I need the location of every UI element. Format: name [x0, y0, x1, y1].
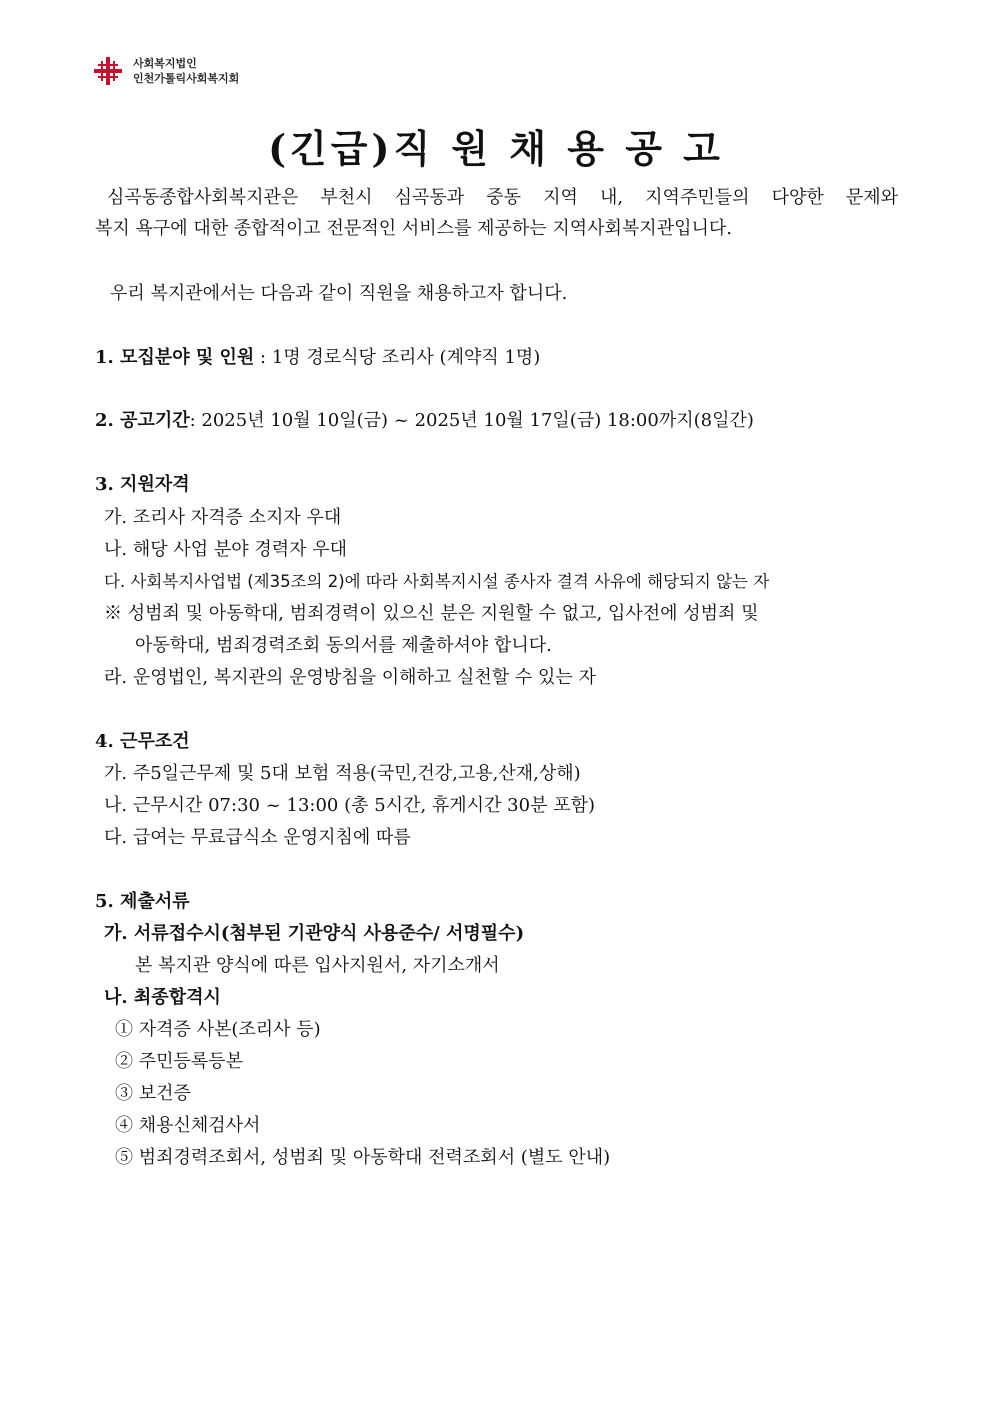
intro-line-1: 심곡동종합사회복지관은 부천시 심곡동과 중동 지역 내, 지역주민들의 다양한 문제와: [107, 187, 898, 208]
intro-line-2: 복지 욕구에 대한 종합적이고 전문적인 서비스를 제공하는 지역사회복지관입니다.: [95, 218, 732, 239]
documents-sub-b: 나. 최종합격시: [104, 987, 221, 1008]
cross-logo-icon: [93, 56, 123, 86]
org-name-line2: 인천가톨릭사회복지회: [133, 72, 240, 85]
section-recruit-text: : 1명 경로식당 조리사 (계약직 1명): [254, 347, 541, 368]
documents-sub-a: 가. 서류접수시(첨부된 기관양식 사용준수/ 서명필수): [104, 923, 525, 944]
document-item: ① 자격증 사본(조리사 등): [115, 1019, 321, 1040]
section-period-label: 2. 공고기간: [95, 410, 190, 431]
qualification-item: 라. 운영법인, 복지관의 운영방침을 이해하고 실천할 수 있는 자: [104, 667, 596, 688]
document-item: ⑤ 범죄경력조회서, 성범죄 및 아동학대 전력조회서 (별도 안내): [115, 1147, 611, 1168]
section-qualification-heading: 3. 지원자격: [95, 474, 190, 495]
documents-sub-a-text: 본 복지관 양식에 따른 입사지원서, 자기소개서: [135, 955, 500, 976]
page-title: (긴급)직 원 채 용 공 고: [268, 126, 724, 171]
qualification-item: 나. 해당 사업 분야 경력자 우대: [104, 539, 347, 560]
document-item: ③ 보건증: [115, 1083, 191, 1104]
section-documents-heading: 5. 제출서류: [95, 891, 190, 912]
org-logo: [93, 56, 239, 86]
condition-item: 가. 주5일근무제 및 5대 보험 적용(국민,건강,고용,산재,상해): [104, 763, 581, 784]
section-period-text: : 2025년 10월 10일(금) ~ 2025년 10월 17일(금) 18:00까지(8일간): [189, 410, 754, 431]
org-name: [133, 56, 239, 86]
section-recruit: [95, 346, 540, 370]
qualification-note: ※ 성범죄 및 아동학대, 범죄경력이 있으신 분은 지원할 수 없고, 입사전에 성범죄 및: [104, 603, 759, 624]
section-recruit-label: 1. 모집분야 및 인원: [95, 347, 255, 368]
section-period: [95, 409, 754, 433]
qualification-note-cont: 아동학대, 범죄경력조회 동의서를 제출하셔야 합니다.: [135, 635, 552, 656]
condition-item: 다. 급여는 무료급식소 운영지침에 따름: [104, 827, 411, 848]
section-conditions-heading: 4. 근무조건: [95, 731, 190, 752]
intro-paragraph-2: 우리 복지관에서는 다음과 같이 직원을 채용하고자 합니다.: [110, 283, 568, 304]
condition-item: 나. 근무시간 07:30 ~ 13:00 (총 5시간, 휴게시간 30분 포함): [104, 795, 595, 816]
document-item: ② 주민등록등본: [115, 1051, 244, 1072]
qualification-item: 가. 조리사 자격증 소지자 우대: [104, 507, 342, 528]
document-item: ④ 채용신체검사서: [115, 1115, 261, 1136]
org-name-line1: 사회복지법인: [133, 57, 197, 70]
qualification-item: 다. 사회복지사업법 (제35조의 2)에 따라 사회복지시설 종사자 결격 사유에 해당되지 않는 자: [104, 572, 770, 591]
